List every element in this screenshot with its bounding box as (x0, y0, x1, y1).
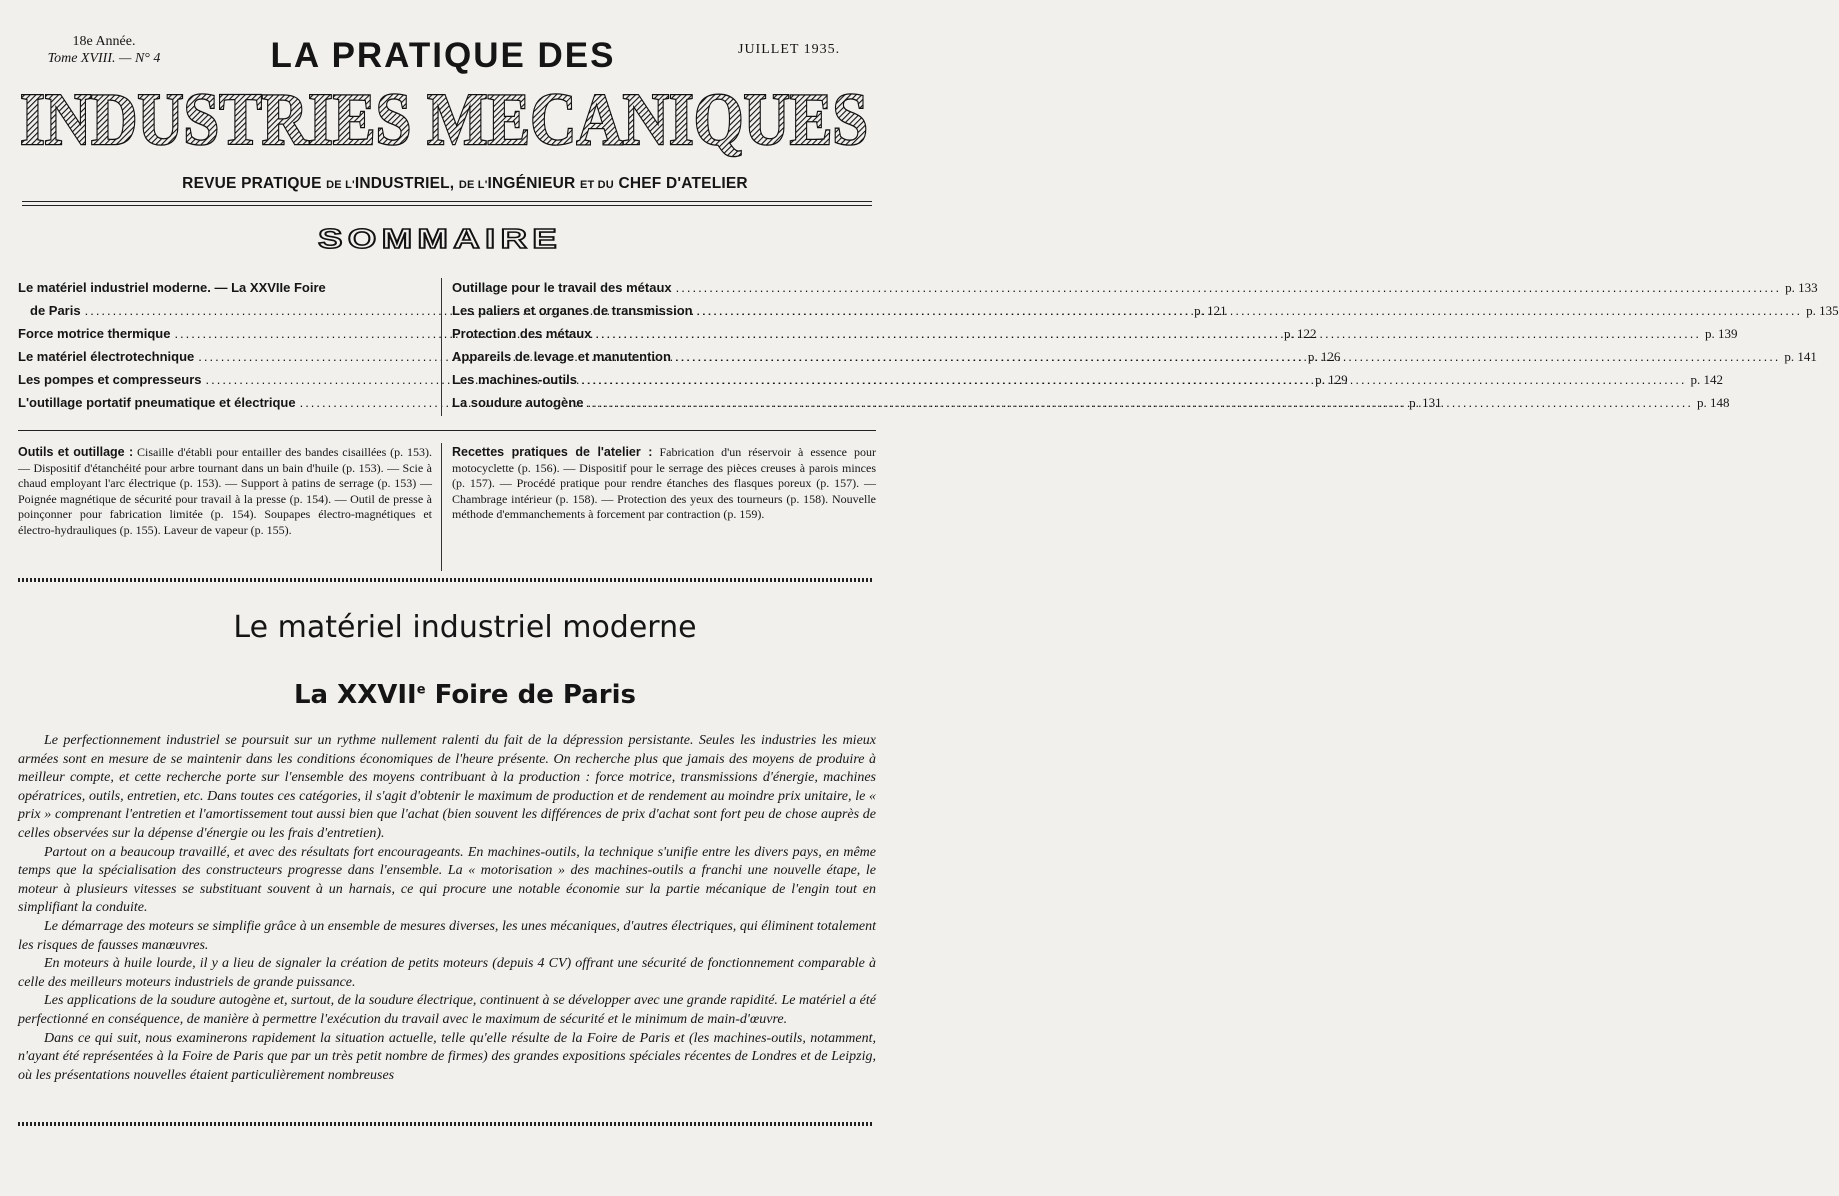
toc-entry: Les machines-outils ..... p. 142 (452, 372, 876, 395)
issue-info (34, 33, 174, 67)
masthead-text: INDUSTRIES MECANIQUES (20, 79, 868, 161)
recettes-section (452, 445, 876, 523)
toc-bottom-rule (18, 430, 876, 431)
header-rule (22, 201, 872, 202)
article-paragraph: Les applications de la soudure autogène et, surtout, de la soudure électrique, continuent à se développer avec une grande rapidité. Le matériel a été perfectionné en conséquence, de manière à permettre l'exécution du travail avec le maximum de sécurité et le minimum de main-d'œuvre. (18, 993, 876, 1027)
year-label: 18e Année. (72, 34, 136, 49)
article-paragraph: Le perfectionnement industriel se poursuit sur un rythme nullement ralenti du fait de la dépression persistante. Seules les industries les mieux armées sont en mesure de se maintenir dans les conditions économiques de l'heure présente. On recherche plus que jamais des moyens de produire à meilleur compte, et cette recherche porte sur l'ensemble des moyens contribuant à la production : force motrice, transmissions d'énergie, machines opératrices, outils, entretien, etc. Dans toutes ces catégories, il s'agit d'obtenir le maximum de production et de rendement au moindre prix unitaire, le « prix » comprenant l'entretien et l'amortissement tout aussi bien que l'achat (bien souvent les différences de prix d'achat sont fort peu de chose auprès de celles observées sur la dépense d'énergie ou les frais d'entretien). (18, 733, 876, 841)
toc-entry: La soudure autogène ..... p. 148 (452, 395, 876, 418)
journal-subtitle: REVUE PRATIQUE DE L'INDUSTRIEL, DE L'INGÉNIEUR ET DU CHEF D'ATELIER (182, 175, 748, 192)
toc-entry: Outillage pour le travail des métaux ..... p. 133 (452, 280, 876, 303)
article-title: Le matériel industriel moderne (233, 610, 697, 645)
journal-title-line1: LA PRATIQUE DES (270, 36, 616, 75)
article-body (18, 732, 876, 1085)
toc-entry: Les paliers et organes de transmission ..... p. 135 (452, 303, 876, 326)
svg-text:SOMMAIRE: SOMMAIRE (318, 223, 562, 254)
toc-entry: Le matériel industriel moderne. — La XXVIIe Foire (18, 280, 326, 295)
article-paragraph: Dans ce qui suit, nous examinerons rapidement la situation actuelle, telle qu'elle résulte de la Foire de Paris et (les machines-outils, notamment, n'ayant été représentées à la Foire de Paris que par un très petit nombre de firmes) des grandes expositions spéciales récentes de Londres et de Leipzig, où les présentations nouvelles étaient particulièrement nombreuses (18, 1030, 876, 1083)
recettes-heading: Recettes pratiques de l'atelier : (452, 445, 653, 459)
outils-heading: Outils et outillage : (18, 445, 134, 459)
toc-entry: de Paris ..... p. 121 (18, 303, 428, 326)
outils-text: Cisaille d'établi pour entailler des bandes cisaillées (p. 153). — Dispositif d'étanchéité pour arbre tournant dans un bain d'huile (p. 153). — Scie à chaud employant l'arc électrique (p. 153). — Support à patins de serrage (p. 153) — Poignée magnétique de sécurité pour travail à la presse (p. 154). — Outil de presse à poinçonner pour fabrication limitée (p. 154). Soupapes électro-magnétiques et électro-hydrauliques (p. 155). Laveur de vapeur (p. 155). (18, 445, 432, 537)
sommaire-title (315, 222, 565, 256)
article-paragraph: Le démarrage des moteurs se simplifie grâce à un ensemble de mesures diverses, les unes mécaniques, d'autres électriques, qui éliminent totalement les risques de fausses manœuvres. (18, 918, 876, 953)
outils-section (18, 445, 432, 539)
article-paragraph: Partout on a beaucoup travaillé, et avec des résultats fort encourageants. En machines-outils, la technique s'unifie entre les divers pays, en même temps que la spécialisation des constructeurs progresse dans l'ensemble. La « motorisation » des machines-outils a franchi une nouvelle étape, le moteur à plusieurs vitesses se substituant souvent à un harnais, ce qui procure une notable économie sur la partie mécanique de l'engin tout en simplifiant la conduite. (18, 844, 876, 916)
notes-divider (441, 443, 442, 571)
toc-entry: Appareils de levage et manutention ..... p. 141 (452, 349, 876, 372)
toc-entry: Protection des métaux ..... p. 139 (452, 326, 876, 349)
toc-entry: L'outillage portatif pneumatique et électrique ..... p. 131 (18, 395, 428, 418)
masthead-logo (18, 78, 870, 161)
issue-date: JUILLET 1935. (738, 42, 841, 57)
toc-divider (441, 278, 442, 416)
recettes-text: Fabrication d'un réservoir à essence pour motocyclette (p. 156). — Dispositif pour le serrage des pièces creuses à parois minces (p. 157). — Procédé pratique pour rendre étanches des flasques poreux (p. 157). — Chambrage intérieur (p. 158). — Protection des yeux des tourneurs (p. 158). Nouvelle méthode d'emmanchements à forcement par contraction (p. 159). (452, 445, 876, 522)
toc-entry: Le matériel électrotechnique ..... p. 126 (18, 349, 428, 372)
toc-entry: Force motrice thermique ..... p. 122 (18, 326, 428, 349)
article-paragraph: En moteurs à huile lourde, il y a lieu de signaler la création de petits moteurs (depuis 4 CV) offrant une sécurité de fonctionnement comparable à celle des meilleurs moteurs industriels de grande puissance. (18, 956, 876, 990)
tome-label: Tome XVIII. — N° 4 (47, 51, 161, 66)
section-dotted-rule (18, 578, 872, 582)
article-subtitle: La XXVIIe Foire de Paris (293, 680, 637, 710)
footer-dotted-rule (18, 1122, 872, 1126)
toc-entry: Les pompes et compresseurs ..... p. 129 (18, 372, 428, 395)
header-rule-2 (22, 205, 872, 206)
